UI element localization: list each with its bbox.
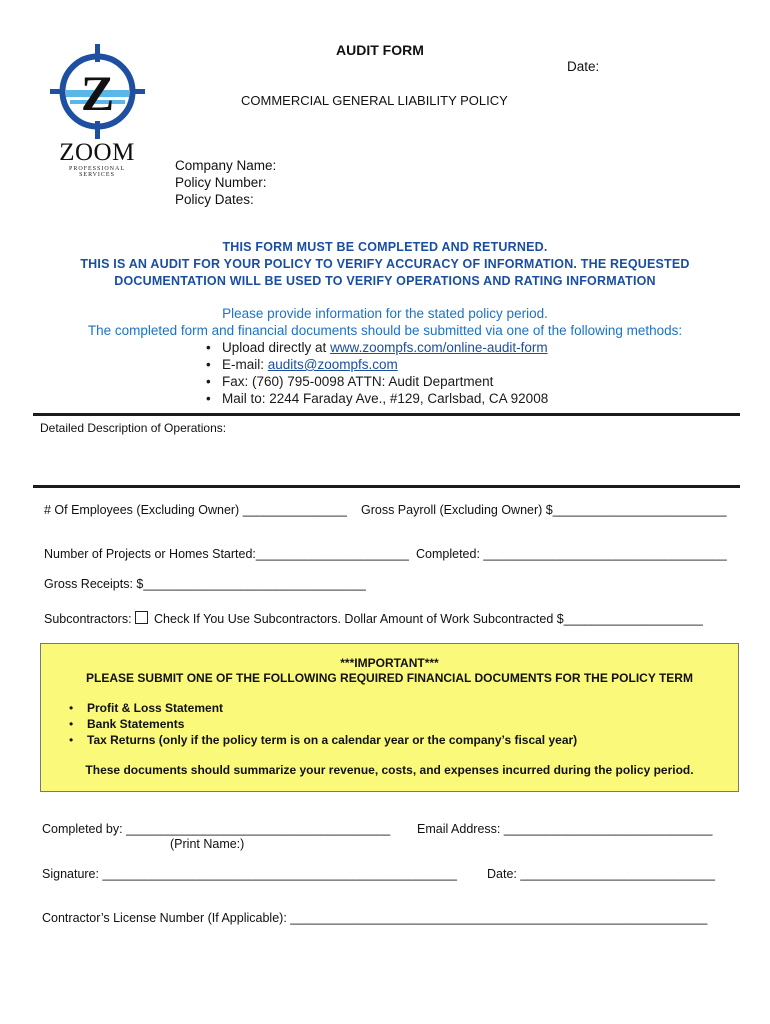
- gross-receipts-field[interactable]: Gross Receipts: $________________________________: [44, 577, 366, 591]
- important-notice-box: [40, 643, 739, 792]
- notice-line-2: THIS IS AN AUDIT FOR YOUR POLICY TO VERIFY ACCURACY OF INFORMATION. THE REQUESTED: [80, 257, 690, 271]
- operations-description-field[interactable]: [40, 438, 740, 482]
- method-upload: • Upload directly at www.zoompfs.com/online-audit-form: [200, 339, 620, 356]
- submission-methods: [200, 339, 620, 407]
- instructions-line-1: Please provide information for the stated policy period.: [222, 306, 548, 321]
- important-footer: These documents should summarize your revenue, costs, and expenses incurred during the policy period.: [85, 763, 694, 777]
- notice-line-3: DOCUMENTATION WILL BE USED TO VERIFY OPERATIONS AND RATING INFORMATION: [114, 274, 656, 288]
- svg-text:Z: Z: [80, 65, 115, 121]
- instructions: [20, 305, 750, 339]
- employees-field[interactable]: # Of Employees (Excluding Owner) _______________: [44, 503, 347, 517]
- gross-payroll-field[interactable]: Gross Payroll (Excluding Owner) $_________________________: [361, 503, 727, 517]
- document-item: • Profit & Loss Statement: [65, 700, 725, 716]
- method-fax: • Fax: (760) 795-0098 ATTN: Audit Department: [200, 373, 620, 390]
- notice-line-1: THIS FORM MUST BE COMPLETED AND RETURNED.: [222, 240, 548, 254]
- subcontractors-checkbox[interactable]: [135, 611, 148, 624]
- subcontractors-row: [44, 611, 703, 626]
- date-label: Date:: [567, 59, 600, 74]
- company-name-label: Company Name:: [175, 158, 277, 173]
- form-title: AUDIT FORM: [336, 42, 424, 58]
- upload-link[interactable]: www.zoompfs.com/online-audit-form: [330, 340, 548, 355]
- completed-by-field[interactable]: Completed by: ______________________________________: [42, 822, 391, 836]
- divider-bottom: [33, 485, 740, 488]
- required-documents: [65, 700, 725, 748]
- print-name-hint: (Print Name:): [170, 837, 245, 851]
- license-number-field[interactable]: Contractor’s License Number (If Applicable): ____________________________________________________________: [42, 911, 708, 925]
- divider-top: [33, 413, 740, 416]
- policy-number-label: Policy Number:: [175, 175, 267, 190]
- policy-type: COMMERCIAL GENERAL LIABILITY POLICY: [241, 93, 508, 108]
- important-subheading: PLEASE SUBMIT ONE OF THE FOLLOWING REQUIRED FINANCIAL DOCUMENTS FOR THE POLICY TERM: [86, 671, 693, 685]
- instructions-line-2: The completed form and financial documents should be submitted via one of the following methods:: [87, 323, 683, 338]
- completed-field[interactable]: Completed: ___________________________________: [416, 547, 727, 561]
- subcontractors-label: Subcontractors:: [44, 612, 132, 626]
- important-heading: ***IMPORTANT***: [340, 656, 439, 670]
- method-email: • E-mail: audits@zoompfs.com: [200, 356, 620, 373]
- document-item: • Tax Returns (only if the policy term is on a calendar year or the company’s fiscal year): [65, 732, 725, 748]
- subcontractors-amount-field[interactable]: Check If You Use Subcontractors. Dollar Amount of Work Subcontracted $____________________: [154, 612, 703, 626]
- audit-notice: [20, 239, 750, 290]
- logo-wordmark: ZOOM: [59, 139, 135, 166]
- policy-info: [175, 157, 276, 208]
- projects-started-field[interactable]: Number of Projects or Homes Started:______________________: [44, 547, 409, 561]
- logo-tagline: PROFESSIONAL SERVICES: [68, 166, 125, 178]
- email-address-field[interactable]: Email Address: ______________________________: [417, 822, 713, 836]
- signoff-date-field[interactable]: Date: ____________________________: [487, 867, 716, 881]
- operations-label: Detailed Description of Operations:: [40, 421, 227, 435]
- email-link[interactable]: audits@zoompfs.com: [267, 357, 398, 372]
- policy-dates-label: Policy Dates:: [175, 192, 254, 207]
- method-mail: • Mail to: 2244 Faraday Ave., #129, Carlsbad, CA 92008: [200, 390, 620, 407]
- signature-field[interactable]: Signature: ___________________________________________________: [42, 867, 458, 881]
- document-item: • Bank Statements: [65, 716, 725, 732]
